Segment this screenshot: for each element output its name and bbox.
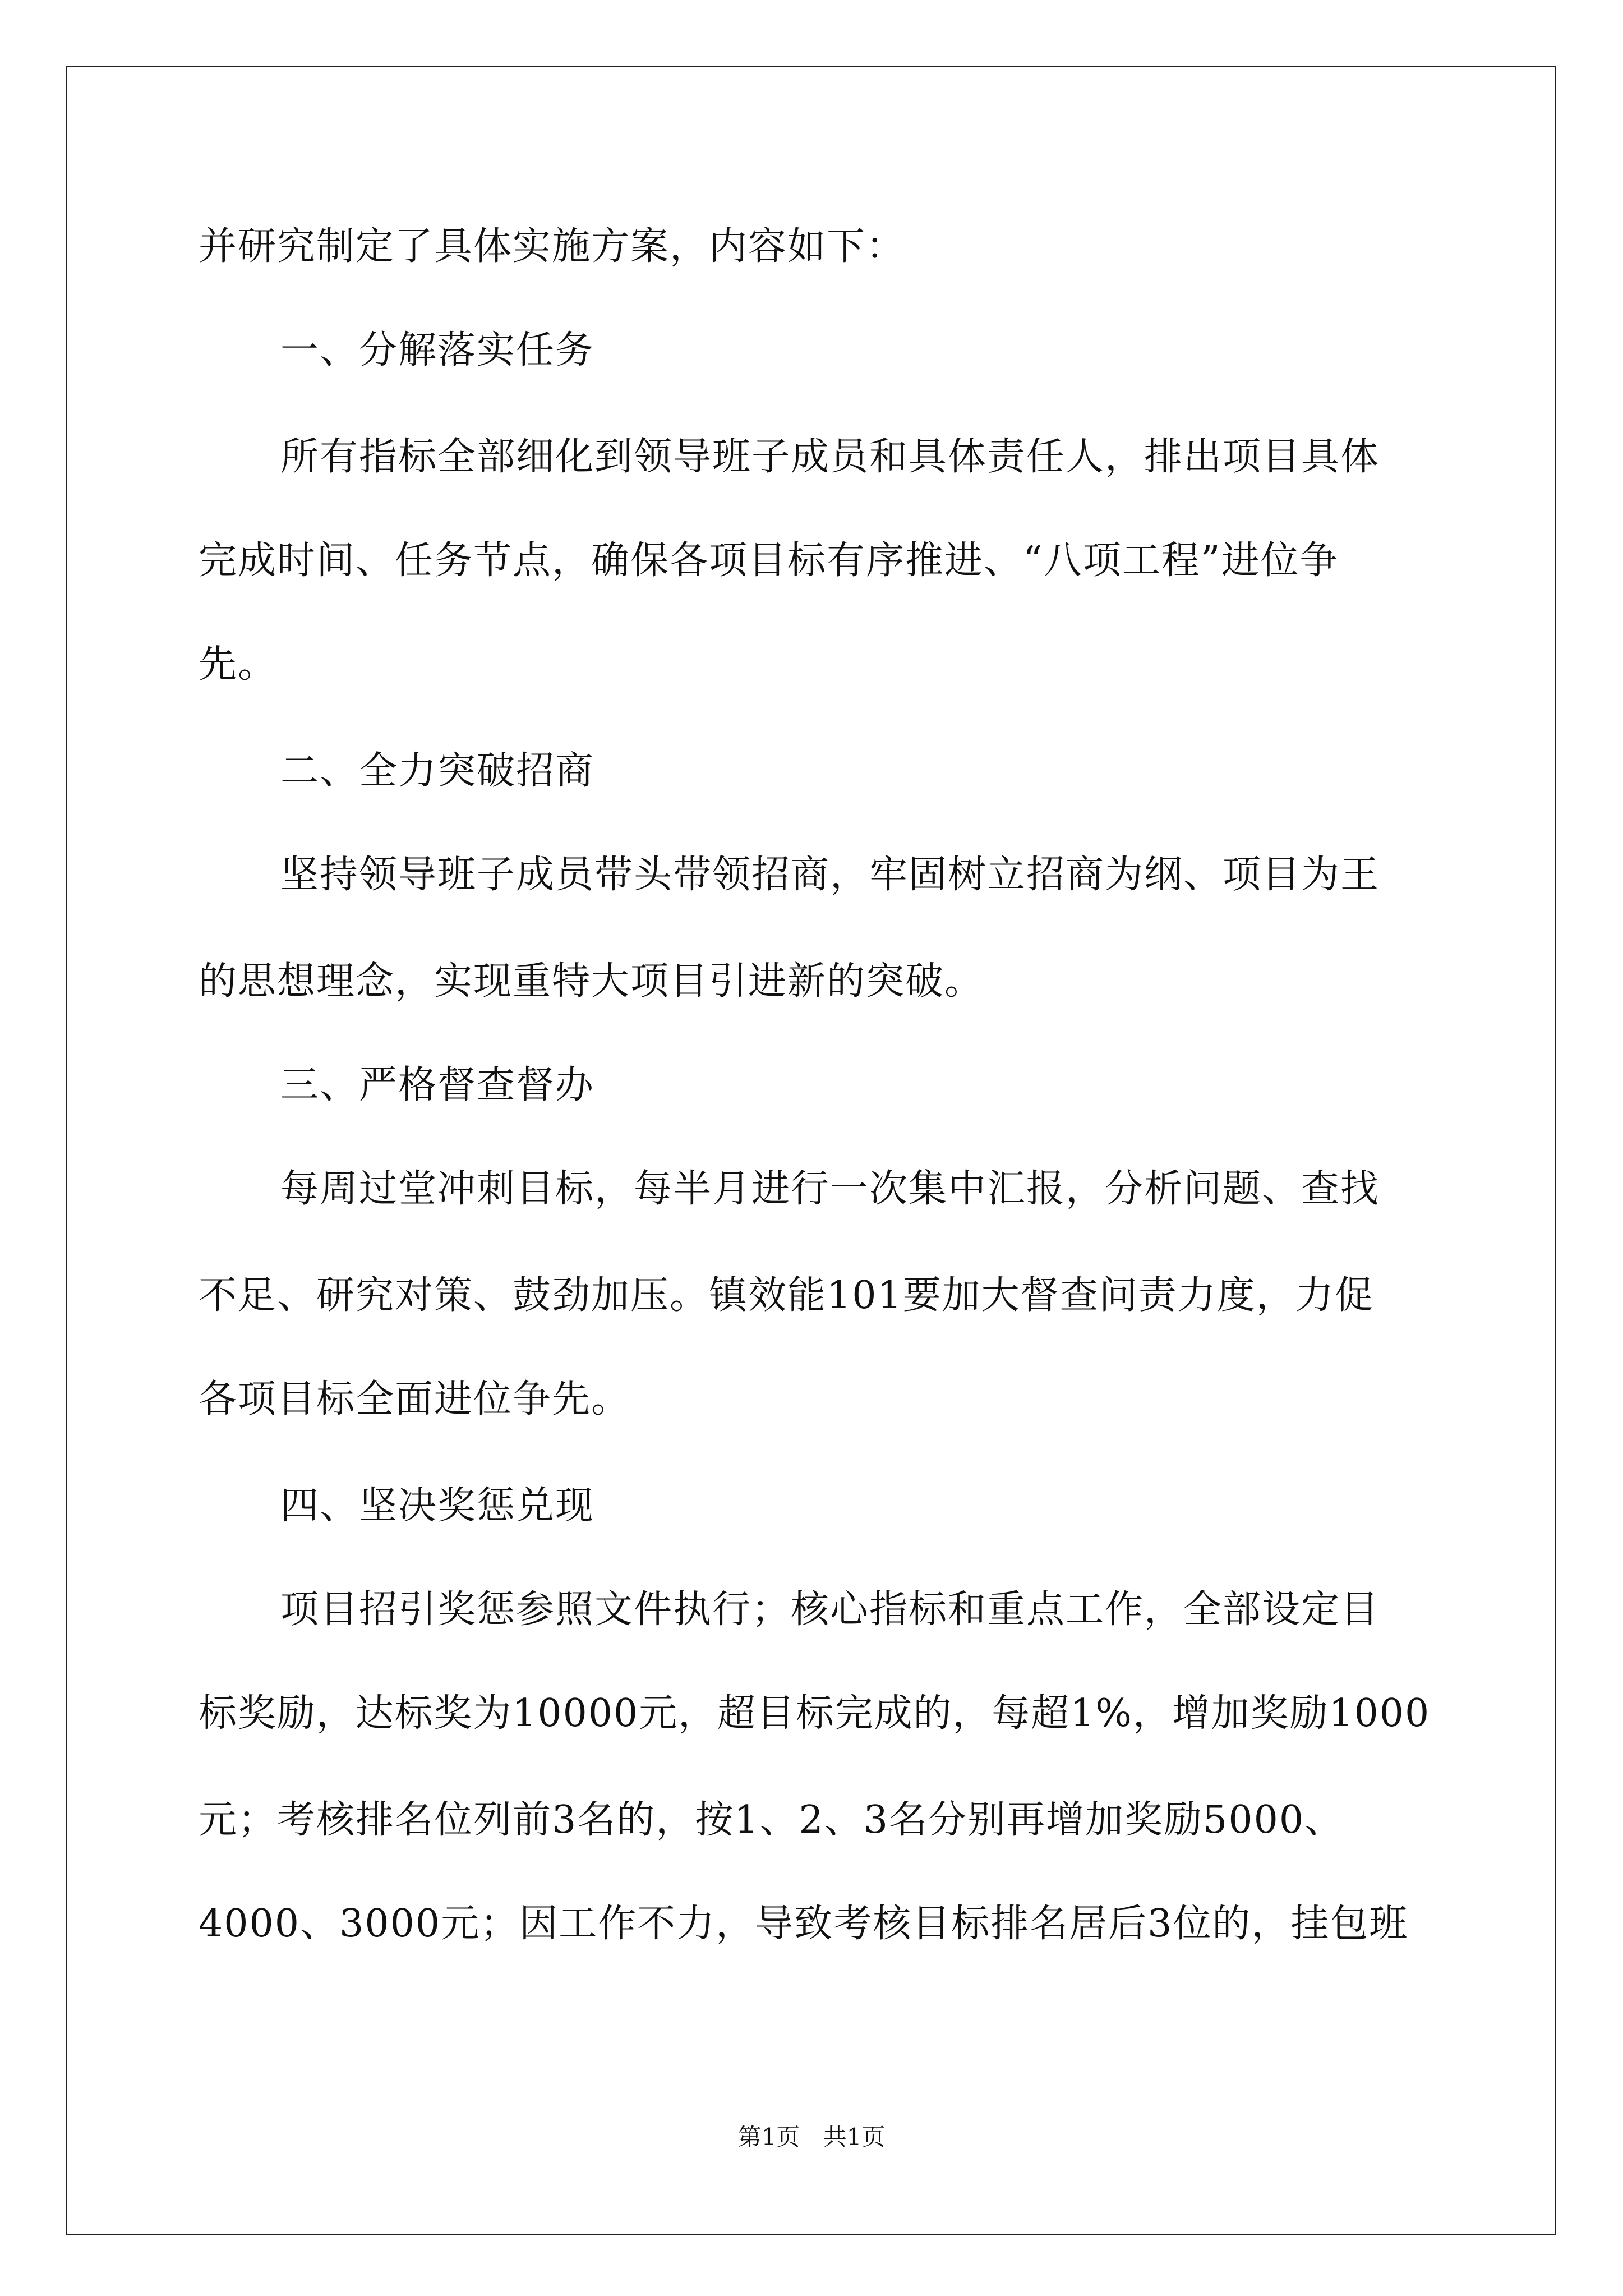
- text-line: 先。: [199, 642, 278, 687]
- text-line: 项目招引奖惩参照文件执行；核心指标和重点工作，全部设定目: [280, 1588, 1380, 1632]
- text-line: 不足、研究对策、鼓劲加压。镇效能101要加大督查问责力度，力促: [199, 1273, 1374, 1318]
- text-line: 每周过堂冲刺目标，每半月进行一次集中汇报，分析问题、查找: [280, 1167, 1380, 1211]
- page-total: 共1页: [823, 2123, 886, 2151]
- section-heading: 三、严格督查督办: [280, 1063, 595, 1107]
- text-line: 所有指标全部细化到领导班子成员和具体责任人，排出项目具体: [280, 435, 1380, 479]
- text-line: 的思想理念，实现重特大项目引进新的突破。: [199, 959, 984, 1004]
- page-footer: [0, 2120, 1623, 2154]
- page-number: 第1页: [737, 2123, 800, 2151]
- text-line: 4000、3000元；因工作不力，导致考核目标排名居后3位的，挂包班: [199, 1902, 1409, 1946]
- section-heading: 二、全力突破招商: [280, 749, 595, 793]
- section-heading: 一、分解落实任务: [280, 328, 595, 372]
- text-line: 各项目标全面进位争先。: [199, 1377, 631, 1421]
- text-line: 完成时间、任务节点，确保各项目标有序推进、“八项工程”进位争: [199, 539, 1339, 583]
- text-line: 标奖励，达标奖为10000元，超目标完成的，每超1%，增加奖励1000: [199, 1691, 1431, 1736]
- text-line: 并研究制定了具体实施方案，内容如下：: [199, 224, 906, 269]
- text-line: 元；考核排名位列前3名的，按1、2、3名分别再增加奖励5000、: [199, 1798, 1344, 1842]
- section-heading: 四、坚决奖惩兑现: [280, 1484, 595, 1528]
- text-line: 坚持领导班子成员带头带领招商，牢固树立招商为纲、项目为王: [280, 853, 1380, 897]
